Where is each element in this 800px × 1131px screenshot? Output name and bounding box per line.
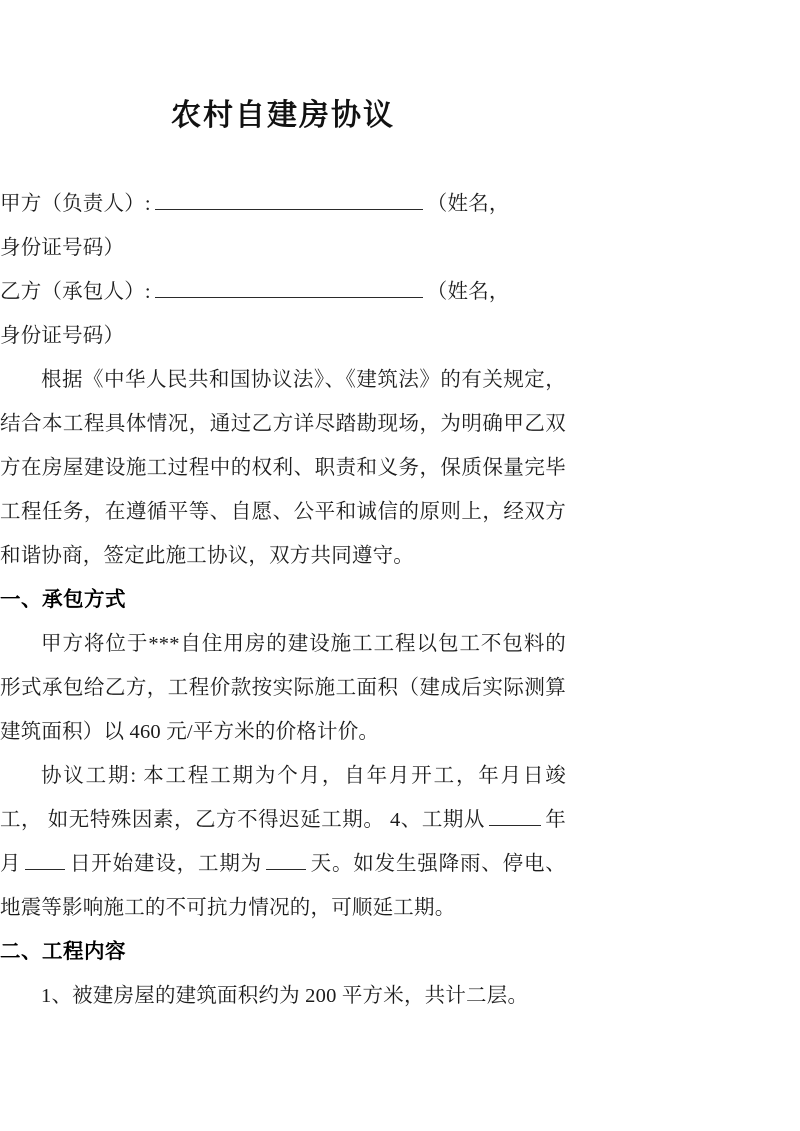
construction-period-text-1: 协议工期: 本工程工期为个月，自年月开工，年月日竣工， 如无特殊因素，乙方不得迟延工期。 4、工期从 [0, 765, 566, 831]
section-heading-contract-method: 一、承包方式 [0, 588, 126, 611]
party-continuation-yifang [0, 314, 566, 358]
party-label-jiafang: 甲方（负责人）: [0, 193, 151, 215]
section-heading-project-content: 二、工程内容 [0, 940, 126, 963]
party-continuation-text-yifang: 身份证号码） [0, 325, 125, 347]
party-name-blank-yifang[interactable] [155, 277, 423, 299]
paragraph-project-content-1: 1、被建房屋的建筑面积约为 200 平方米，共计二层。 [41, 985, 529, 1007]
party-continuation-jiafang [0, 226, 566, 270]
construction-period-text-2: 年月 [0, 809, 567, 875]
party-suffix-yifang: （姓名， [426, 281, 510, 303]
construction-period-text-4: 天。如发生强降雨、停电、地震等影响施工的不可抗力情况的，可顺延工期。 [0, 853, 566, 919]
paragraph-contract-method: 甲方将位于***自住用房的建设施工工程以包工不包料的形式承包给乙方，工程价款按实际施工面积（建成后实际测算建筑面积）以 460 元/平方米的价格计价。 [0, 633, 566, 743]
preamble-paragraph: 根据《中华人民共和国协议法》、《建筑法》的有关规定，结合本工程具体情况，通过乙方详尽踏勘现场，为明确甲乙双方在房屋建设施工过程中的权利、职责和义务，保质保量完毕工程任务，在遵循平等、自愿、公平和诚信的原则上，经双方和谐协商，签定此施工协议，双方共同遵守。 [0, 369, 566, 567]
party-row-yifang [0, 270, 566, 314]
construction-period-days-blank[interactable] [266, 849, 306, 871]
document-body [0, 182, 566, 1018]
party-name-blank-jiafang[interactable] [155, 189, 423, 211]
page-title: 农村自建房协议 [171, 99, 395, 132]
construction-period-start-year-blank[interactable] [489, 805, 541, 827]
party-suffix-jiafang: （姓名， [426, 193, 510, 215]
party-row-jiafang [0, 182, 566, 226]
party-continuation-text-jiafang: 身份证号码） [0, 237, 125, 259]
construction-period-start-day-blank[interactable] [25, 849, 65, 871]
party-label-yifang: 乙方（承包人）: [0, 281, 151, 303]
paragraph-construction-period [0, 754, 566, 930]
construction-period-text-3: 日开始建设，工期为 [69, 853, 262, 875]
